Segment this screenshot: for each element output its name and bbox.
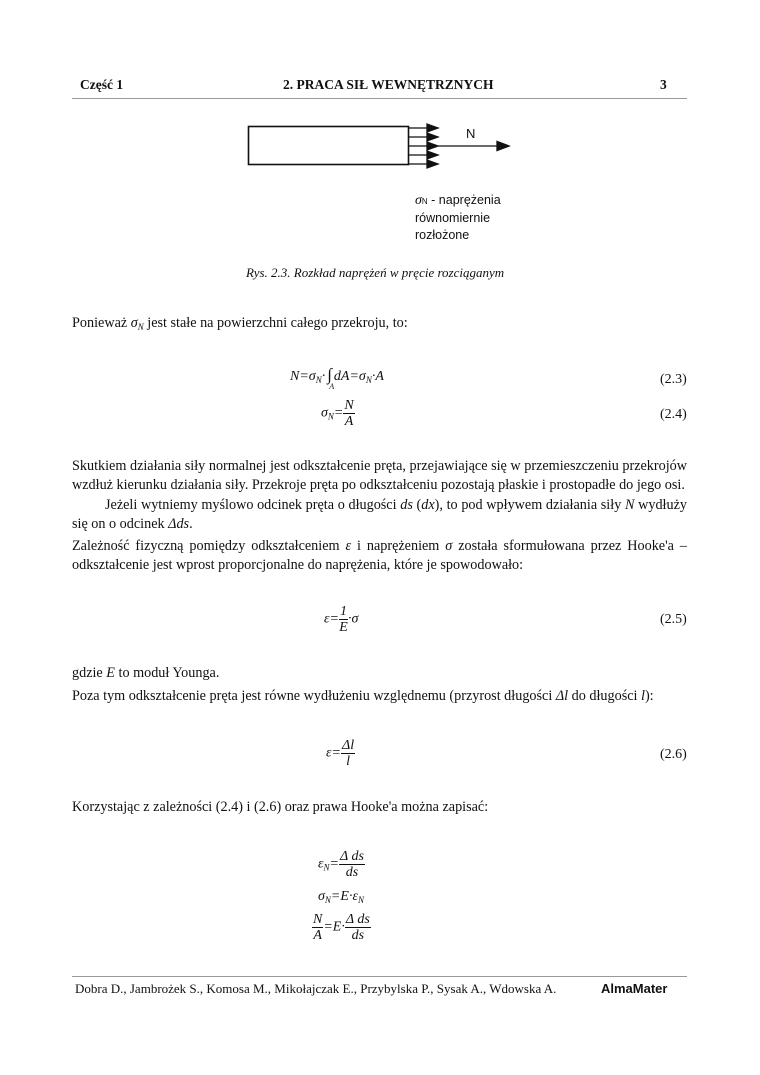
header-chapter-title: 2. PRACA SIŁ WEWNĘTRZNYCH xyxy=(283,77,494,92)
paragraph-deformation: Skutkiem działania siły normalnej jest odkształcenie pręta, przejawiające się w przemieszczeniu przekrojów wzdłuż kierunku działania siły. Przekroje pręta po odkształceniu pozostają płaskie i prostopadłe do jego osi. xyxy=(72,458,687,493)
equation-stress-hooke: $\sigma_N=E\cdot\varepsilon_N$ xyxy=(318,889,364,905)
equation-number-2-4: (2.4) xyxy=(660,407,687,422)
paragraph-hooke: Zależność fizyczną pomiędzy odkształceniem ε i naprężeniem σ została sformułowana przez Hooke'a – odkształcenie jest wprost proporcjonalne do naprężenia, które je spowodowało: xyxy=(72,538,687,573)
bar-tension-figure xyxy=(240,118,530,178)
paragraph-elongation: Jeżeli wytniemy myślowo odcinek pręta o długości ds (dx), to pod wpływem działania siły N wydłuży się on o odcinek Δds. xyxy=(72,497,687,532)
footer-rule xyxy=(72,976,687,977)
header-rule xyxy=(72,98,687,99)
stress-note-line-1: - naprężenia xyxy=(431,193,501,207)
header-page-number: 3 xyxy=(660,77,667,92)
paragraph-sigma-constant: Ponieważ $\sigma_N$ jest stałe na powierzchni całego przekroju, to: xyxy=(72,315,408,332)
equation-strain-n: $\varepsilon_N=$ $\frac{\text{Δ ds}}{ds}$ xyxy=(318,849,364,880)
equation-force-combined: $\frac{N}{A}$ =E· $\frac{\text{Δ ds}}{ds}$ xyxy=(313,912,370,943)
equation-number-2-5: (2.5) xyxy=(660,612,687,627)
equation-number-2-3: (2.3) xyxy=(660,372,687,387)
bar-rectangle xyxy=(249,127,409,165)
stress-arrows xyxy=(408,124,438,168)
equation-2-5: ε= $\frac{1}{E}$ ·σ xyxy=(324,604,359,635)
header-part: Część 1 xyxy=(80,77,124,92)
equation-number-2-6: (2.6) xyxy=(660,747,687,762)
stress-sigma-symbol: σ xyxy=(415,193,422,208)
equation-2-6: ε= $\frac{\Delta l}{l}$ xyxy=(326,738,355,769)
paragraph-young-modulus: gdzie E to moduł Younga. xyxy=(72,665,220,681)
stress-note xyxy=(415,192,501,244)
footer-brand: AlmaMater xyxy=(601,981,668,996)
stress-sigma-subscript: N xyxy=(421,197,428,206)
paragraph-combined: Korzystając z zależności (2.4) i (2.6) oraz prawa Hooke'a można zapisać: xyxy=(72,799,489,815)
stress-note-line-2: równomiernie xyxy=(415,211,491,225)
paragraph-relative-elongation: Poza tym odkształcenie pręta jest równe wydłużeniu względnemu (przyrost długości Δl do długości l): xyxy=(72,688,654,704)
footer-authors: Dobra D., Jambrożek S., Komosa M., Mikołajczak E., Przybylska P., Sysak A., Wdowska A. xyxy=(75,981,557,996)
equation-2-4: $\sigma_N=$ $\frac{N}{A}$ xyxy=(321,398,354,429)
force-n-label: N xyxy=(466,126,476,141)
stress-note-line-3: rozłożone xyxy=(415,228,470,242)
force-n-arrow xyxy=(438,142,509,151)
equation-2-3: $N=\sigma_N\cdot$ ∫ A $dA=\sigma_N\cdot A$ xyxy=(290,365,384,391)
figure-caption: Rys. 2.3. Rozkład naprężeń w pręcie rozciąganym xyxy=(246,265,505,280)
